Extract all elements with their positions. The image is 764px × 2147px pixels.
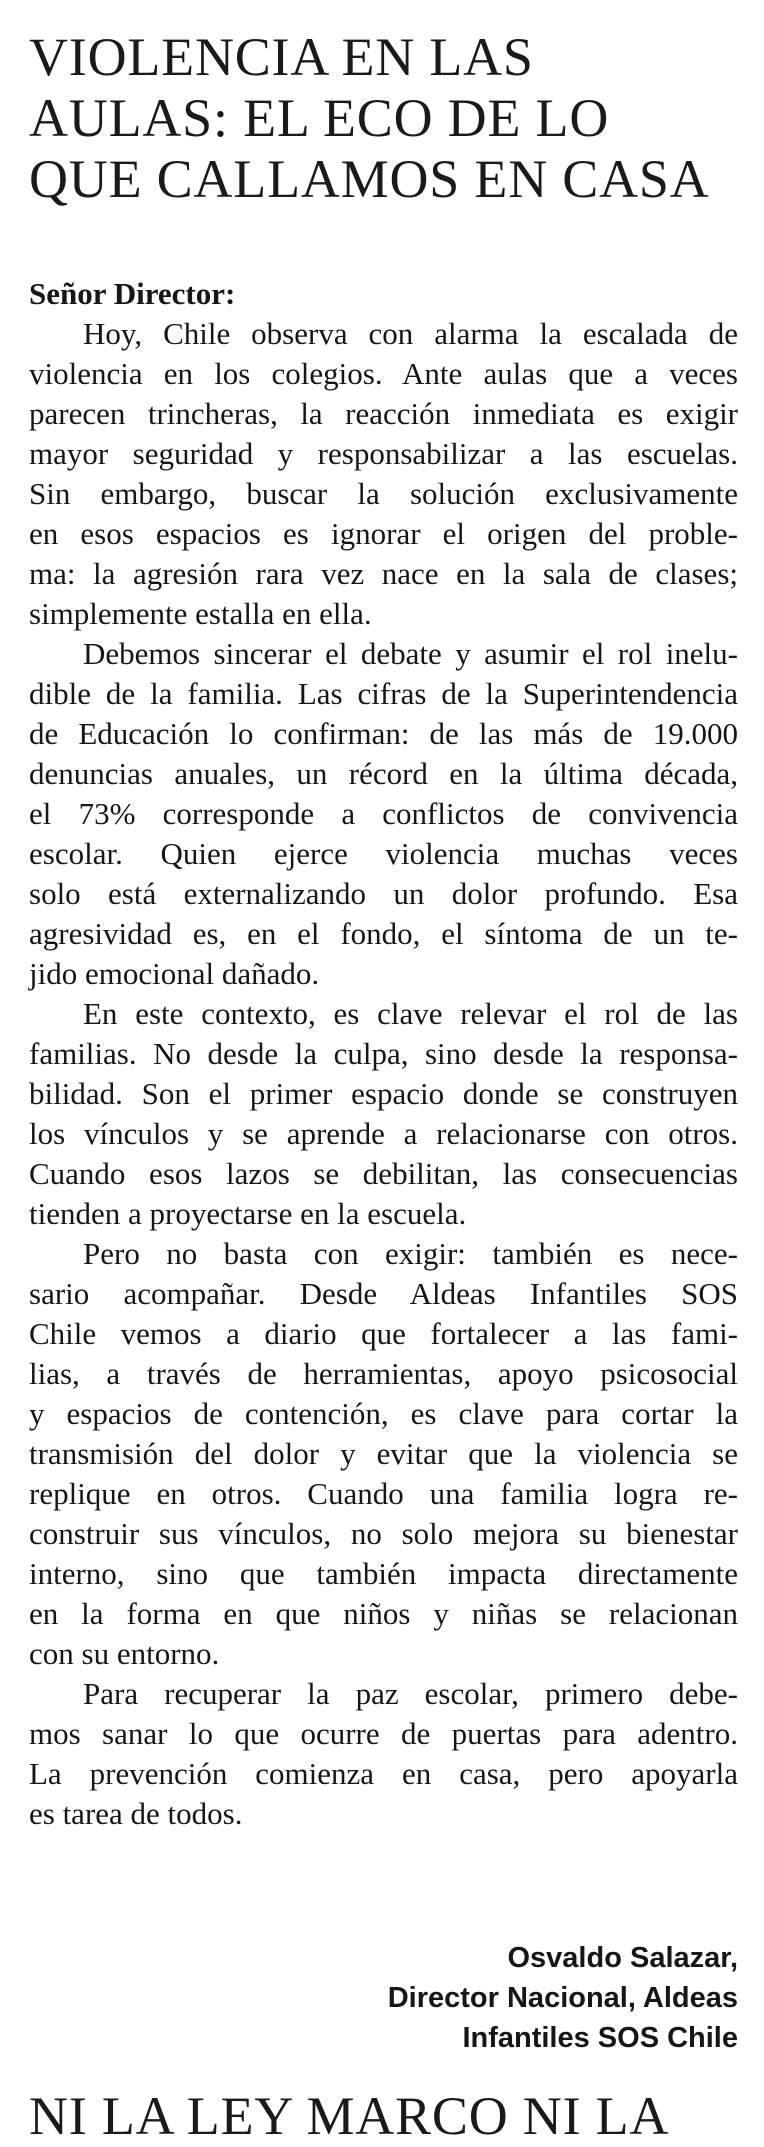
next-article-headline: NI LA LEY MARCO NI LA (29, 2086, 670, 2146)
text-line: con su entorno. (29, 1636, 220, 1671)
text-line: construir sus vínculos, no solo mejora su bienestar (29, 1516, 738, 1551)
text-line: es tarea de todos. (29, 1796, 243, 1831)
text-line: solo está externalizando un dolor profundo. Esa (29, 876, 738, 911)
headline-line: QUE CALLAMOS EN CASA (29, 149, 710, 209)
signature-name: Osvaldo Salazar, (507, 1942, 738, 1974)
text-line: en la forma en que niños y niñas se relacionan (29, 1596, 738, 1631)
headline-line: AULAS: EL ECO DE LO (29, 88, 610, 148)
text-line: y espacios de contención, es clave para cortar la (29, 1396, 738, 1431)
text-line: violencia en los colegios. Ante aulas que a veces (29, 356, 738, 391)
text-line: ma: la agresión rara vez nace en la sala de clases; (29, 556, 738, 591)
text-line: Para recuperar la paz escolar, primero debe- (83, 1676, 738, 1711)
text-line: dible de la familia. Las cifras de la Superintendencia (29, 676, 738, 711)
text-line: transmisión del dolor y evitar que la violencia se (29, 1436, 738, 1471)
text-line: mos sanar lo que ocurre de puertas para adentro. (29, 1716, 738, 1751)
paragraph (29, 634, 738, 994)
text-line: mayor seguridad y responsabilizar a las escuelas. (29, 436, 738, 471)
text-line: denuncias anuales, un récord en la última década, (29, 756, 738, 791)
text-line: En este contexto, es clave relevar el rol de las (83, 996, 738, 1031)
text-line: escolar. Quien ejerce violencia muchas veces (29, 836, 738, 871)
letter-body (29, 314, 738, 1834)
text-line: parecen trincheras, la reacción inmediata es exigir (29, 396, 738, 431)
letter-signature (388, 1938, 738, 2058)
text-line: agresividad es, en el fondo, el síntoma de un te- (29, 916, 738, 951)
text-line: Hoy, Chile observa con alarma la escalada de (83, 316, 738, 351)
text-line: replique en otros. Cuando una familia logra re- (29, 1476, 738, 1511)
text-line: en esos espacios es ignorar el origen del proble- (29, 516, 738, 551)
paragraph (29, 994, 738, 1234)
text-line: Pero no basta con exigir: también es nece- (83, 1236, 738, 1271)
text-line: Debemos sincerar el debate y asumir el rol inelu- (83, 636, 738, 671)
letter-salutation: Señor Director: (29, 276, 236, 311)
text-line: lias, a través de herramientas, apoyo psicosocial (29, 1356, 738, 1391)
text-line: familias. No desde la culpa, sino desde la responsa- (29, 1036, 738, 1071)
text-line: de Educación lo confirman: de las más de 19.000 (29, 716, 738, 751)
text-line: Chile vemos a diario que fortalecer a las fami- (29, 1316, 738, 1351)
headline-line: VIOLENCIA EN LAS (29, 27, 534, 87)
text-line: Cuando esos lazos se debilitan, las consecuencias (29, 1156, 738, 1191)
paragraph (29, 1234, 738, 1674)
text-line: La prevención comienza en casa, pero apoyarla (29, 1756, 738, 1791)
text-line: interno, sino que también impacta directamente (29, 1556, 738, 1591)
paragraph (29, 1674, 738, 1834)
text-line: sario acompañar. Desde Aldeas Infantiles SOS (29, 1276, 738, 1311)
text-line: bilidad. Son el primer espacio donde se construyen (29, 1076, 738, 1111)
text-line: Sin embargo, buscar la solución exclusivamente (29, 476, 738, 511)
text-line: el 73% corresponde a conflictos de convivencia (29, 796, 738, 831)
signature-title: Director Nacional, Aldeas (387, 1982, 738, 2014)
paragraph (29, 314, 738, 634)
text-line: los vínculos y se aprende a relacionarse con otros. (29, 1116, 738, 1151)
text-line: tienden a proyectarse en la escuela. (29, 1196, 467, 1231)
text-line: simplemente estalla en ella. (29, 596, 372, 631)
signature-organization: Infantiles SOS Chile (462, 2022, 738, 2054)
text-line: jido emocional dañado. (29, 956, 320, 991)
article-headline (29, 27, 749, 210)
